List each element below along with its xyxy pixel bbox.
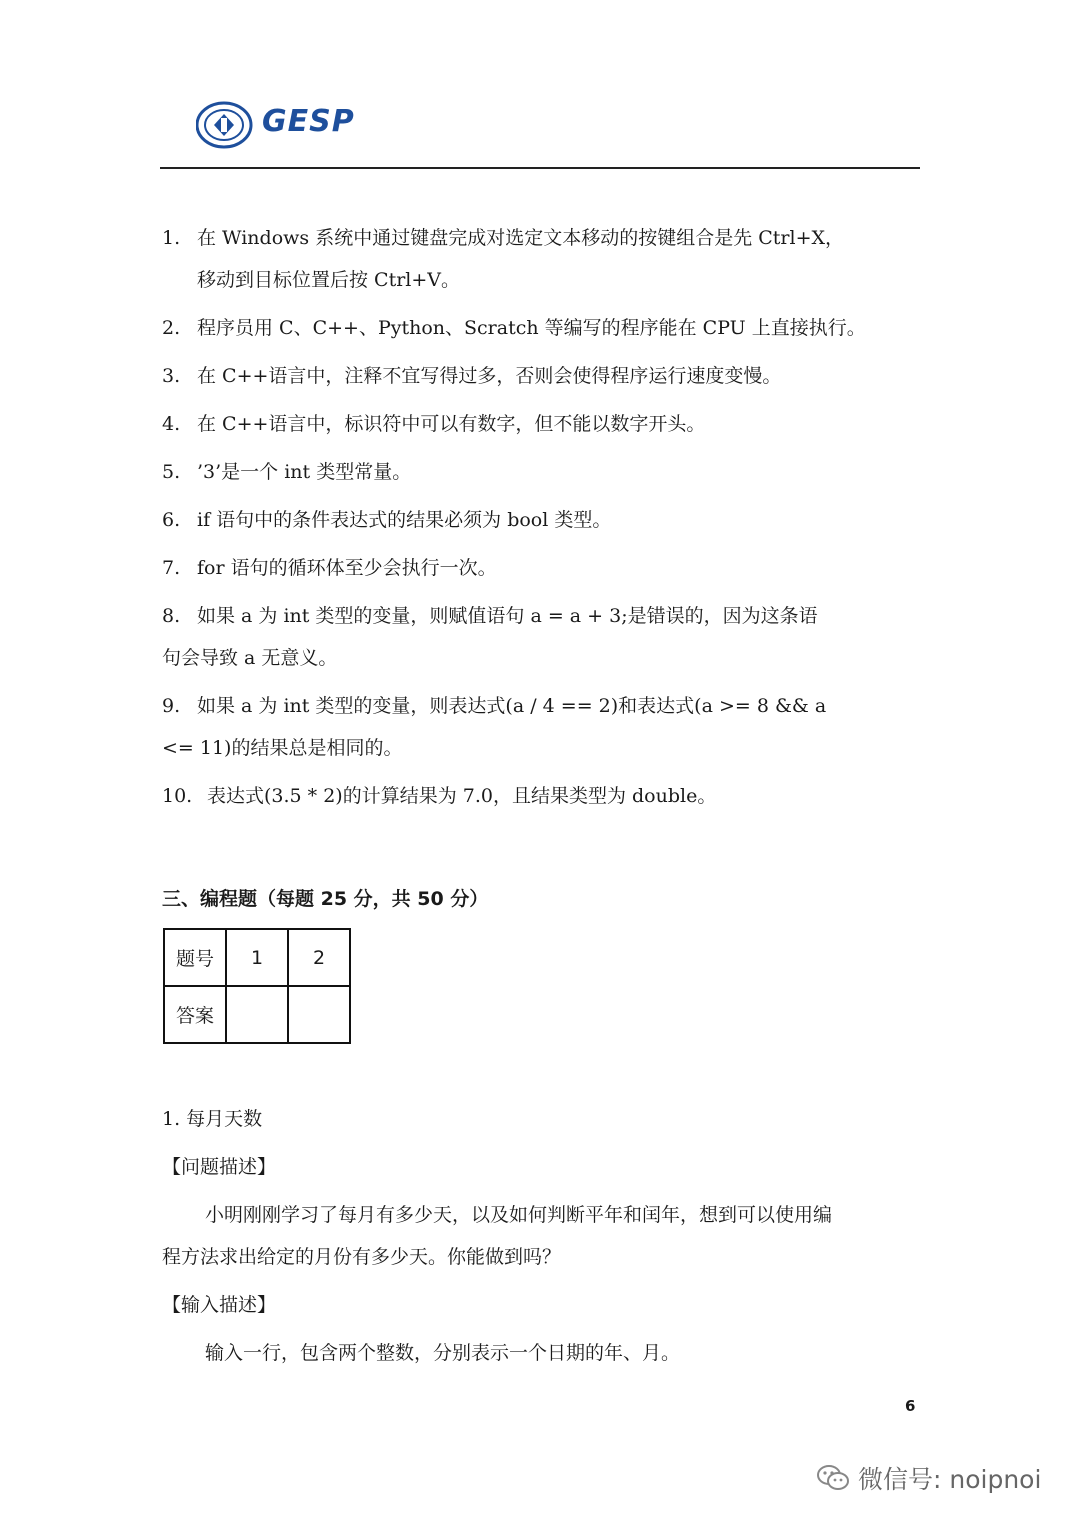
statement-9 — [162, 685, 827, 759]
statement-text-cont: <= 11)的结果总是相同的。 — [162, 737, 403, 759]
statement-10 — [162, 775, 716, 817]
description-text-cont: 程方法求出给定的月份有多少天。你能做到吗？ — [162, 1246, 562, 1268]
statement-text-cont: 移动到目标位置后按 Ctrl+V。 — [197, 269, 461, 291]
table-row — [164, 929, 350, 986]
statement-4 — [162, 403, 705, 445]
statement-2 — [162, 307, 866, 349]
description-heading: 【问题描述】 — [162, 1156, 277, 1178]
statement-number: 4. — [162, 413, 181, 435]
answer-cell-2[interactable] — [288, 986, 350, 1043]
statement-text: ’3’是一个 int 类型常量。 — [197, 461, 412, 483]
statement-number: 1. — [162, 227, 181, 249]
header-rule — [160, 167, 920, 169]
statement-number: 8. — [162, 605, 181, 627]
statement-number: 7. — [162, 557, 181, 579]
table-cell: 1 — [226, 929, 288, 986]
statement-text: if 语句中的条件表达式的结果必须为 bool 类型。 — [197, 509, 612, 531]
table-cell: 题号 — [164, 929, 226, 986]
problem-title: 1. 每月天数 — [162, 1108, 263, 1130]
statement-number: 2. — [162, 317, 181, 339]
section-title: 三、编程题（每题 25 分，共 50 分） — [162, 888, 489, 910]
statement-number: 10. — [162, 785, 193, 807]
statement-text: 在 C++语言中，注释不宜写得过多，否则会使得程序运行速度变慢。 — [197, 365, 782, 387]
table-cell: 2 — [288, 929, 350, 986]
statement-3 — [162, 355, 781, 397]
table-cell: 答案 — [164, 986, 226, 1043]
statement-text: 表达式(3.5 * 2)的计算结果为 7.0，且结果类型为 double。 — [207, 785, 717, 807]
wechat-icon — [816, 1463, 850, 1493]
statement-1 — [162, 217, 845, 291]
table-row — [164, 986, 350, 1043]
statement-text-cont: 句会导致 a 无意义。 — [162, 647, 338, 669]
statement-text: for 语句的循环体至少会执行一次。 — [197, 557, 497, 579]
statement-number: 9. — [162, 695, 181, 717]
statement-text: 在 Windows 系统中通过键盘完成对选定文本移动的按键组合是先 Ctrl+X， — [197, 227, 845, 249]
gesp-logo-text: GESP — [262, 104, 355, 139]
statement-text: 在 C++语言中，标识符中可以有数字，但不能以数字开头。 — [197, 413, 706, 435]
statement-number: 3. — [162, 365, 181, 387]
watermark — [816, 1458, 1041, 1498]
statement-number: 6. — [162, 509, 181, 531]
statement-number: 5. — [162, 461, 181, 483]
statement-5 — [162, 451, 411, 493]
answer-table — [163, 928, 351, 1044]
description-text: 小明刚刚学习了每月有多少天，以及如何判断平年和闰年，想到可以使用编 — [205, 1204, 833, 1226]
statement-text: 程序员用 C、C++、Python、Scratch 等编写的程序能在 CPU 上直接执行。 — [197, 317, 866, 339]
statement-text: 如果 a 为 int 类型的变量，则表达式(a / 4 == 2)和表达式(a >= 8 && a — [197, 695, 827, 717]
statement-text: 如果 a 为 int 类型的变量，则赋值语句 a = a + 3;是错误的，因为这条语 — [197, 605, 818, 627]
statement-6 — [162, 499, 611, 541]
answer-cell-1[interactable] — [226, 986, 288, 1043]
ccf-logo — [196, 100, 256, 150]
watermark-text: 微信号: noipnoi — [858, 1465, 1042, 1494]
statement-7 — [162, 547, 497, 589]
input-heading: 【输入描述】 — [162, 1294, 277, 1316]
input-text: 输入一行，包含两个整数，分别表示一个日期的年、月。 — [205, 1342, 681, 1364]
statement-8 — [162, 595, 818, 669]
page-number: 6 — [905, 1397, 916, 1415]
